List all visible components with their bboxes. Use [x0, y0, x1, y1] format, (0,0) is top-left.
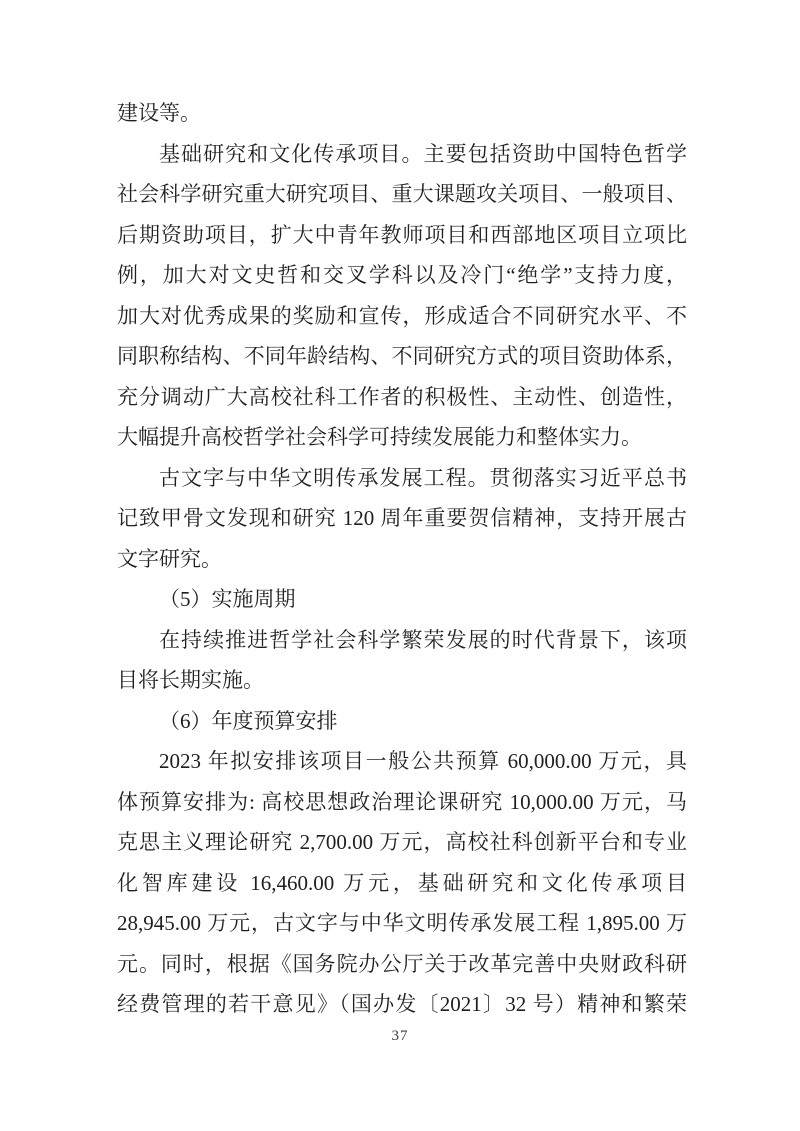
text-line-4: 后期资助项目，扩大中青年教师项目和西部地区项目立项比	[117, 222, 687, 247]
text-line-10: 古文字与中华文明传承发展工程。贯彻落实习近平总书	[159, 465, 687, 490]
text-line-12: 文字研究。	[117, 546, 222, 571]
page-number: 37	[391, 1028, 409, 1044]
text-line-2: 基础研究和文化传承项目。主要包括资助中国特色哲学	[159, 141, 687, 166]
text-line-5: 例，加大对文史哲和交叉学科以及冷门“绝学”支持力度，	[117, 263, 687, 287]
text-line-9: 大幅提升高校哲学社会科学可持续发展能力和整体实力。	[117, 425, 642, 449]
text-line-6: 加大对优秀成果的奖励和宣传，形成适合不同研究水平、不	[117, 303, 687, 328]
text-line-13: （5）实施周期	[159, 587, 296, 611]
text-line-19: 克思主义理论研究 2,700.00 万元，高校社科创新平台和专业	[117, 830, 687, 854]
document-text	[117, 93, 687, 1025]
text-line-8: 充分调动广大高校社科工作者的积极性、主动性、创造性，	[117, 384, 687, 409]
text-line-3: 社会科学研究重大研究项目、重大课题攻关项目、一般项目、	[117, 182, 687, 206]
text-line-1: 建设等。	[117, 101, 201, 125]
text-line-11: 记致甲骨文发现和研究 120 周年重要贺信精神，支持开展古	[117, 506, 687, 530]
text-line-22: 元。同时，根据《国务院办公厅关于改革完善中央财政科研	[117, 951, 687, 976]
text-line-20: 化智库建设 16,460.00 万元，基础研究和文化传承项目	[117, 870, 687, 895]
text-line-7: 同职称结构、不同年龄结构、不同研究方式的项目资助体系，	[117, 344, 687, 368]
text-line-18: 体预算安排为: 高校思想政治理论课研究 10,000.00 万元，马	[117, 789, 687, 814]
text-line-15: 目将长期实施。	[117, 668, 264, 692]
text-line-16: （6）年度预算安排	[159, 708, 338, 733]
text-line-23: 经费管理的若干意见》（国办发〔2021〕32 号）精神和繁荣	[117, 992, 687, 1016]
text-line-14: 在持续推进哲学社会科学繁荣发展的时代背景下，该项	[159, 627, 687, 652]
text-line-17: 2023 年拟安排该项目一般公共预算 60,000.00 万元，具	[159, 749, 687, 773]
text-line-21: 28,945.00 万元，古文字与中华文明传承发展工程 1,895.00 万	[117, 911, 687, 935]
